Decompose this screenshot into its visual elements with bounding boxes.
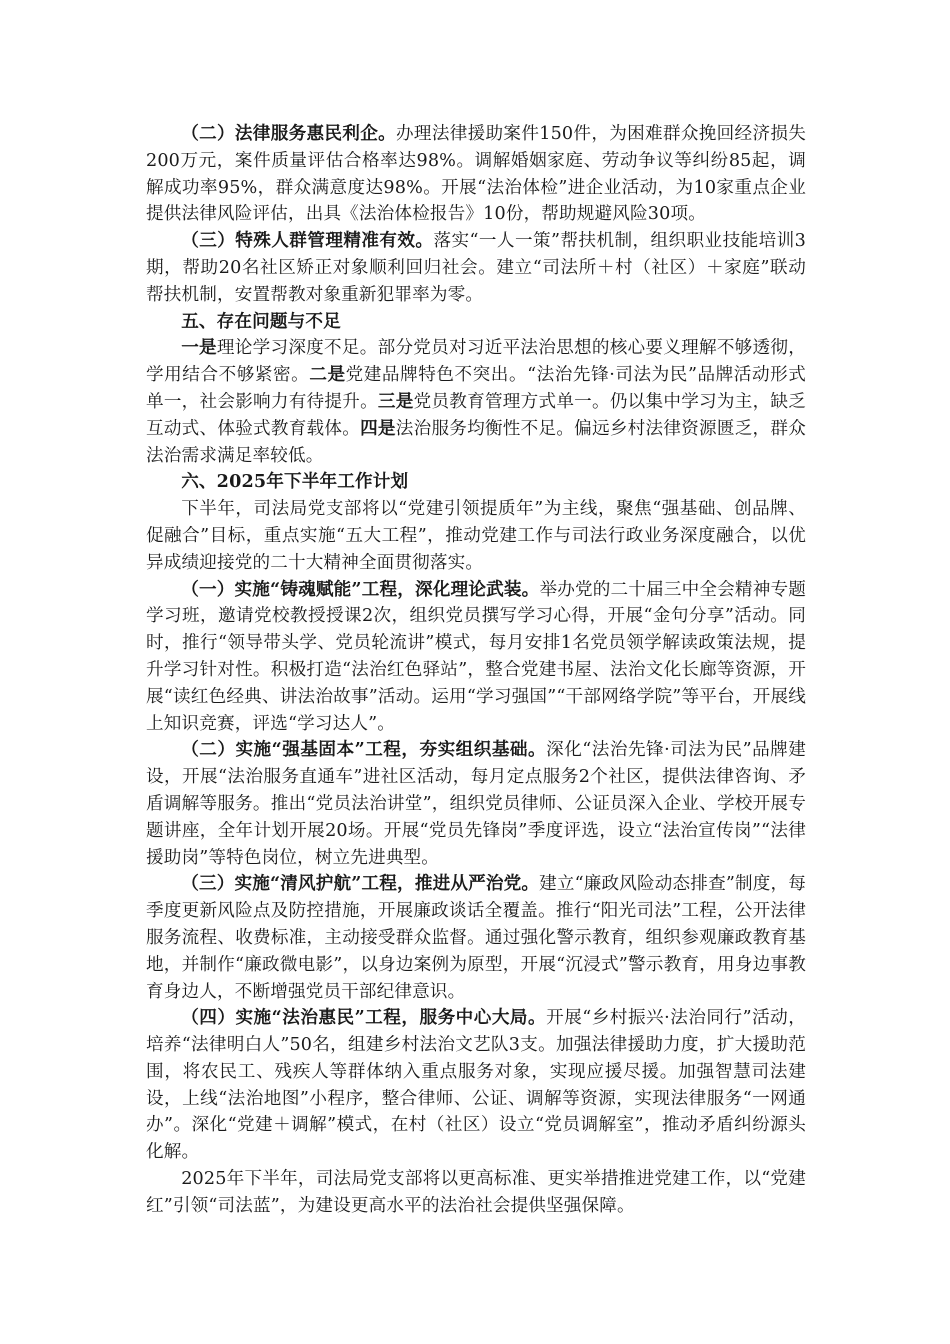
paragraph-special-groups bbox=[146, 228, 806, 308]
problem-text: 党员教育管理方式单一。仍以集中学习为主，缺乏互动式、体验式教育载体。 bbox=[146, 391, 806, 439]
section-heading-plan: 六、2025年下半年工作计划 bbox=[181, 471, 409, 493]
problem-lead: 二是 bbox=[309, 364, 346, 386]
problem-text: 理论学习深度不足。部分党员对习近平法治思想的核心要义理解不够透彻，学用结合不够紧密。 bbox=[146, 338, 806, 386]
problem-lead: 三是 bbox=[377, 390, 414, 412]
section-heading-problems: 五、存在问题与不足 bbox=[181, 310, 341, 332]
plan-item-text: 开展“乡村振兴·法治同行”活动，培养“法律明白人”50名，组建乡村法治文艺队3支。加强法律援助力度，扩大援助范围，将农民工、残疾人等群体纳入重点服务对象，实现应援尽援。加强智慧司法建设，上线“法治地图”小程序，整合律师、公证、调解等资源，实现法律服务“一网通办”。深化“党建＋调解”模式，在村（社区）设立“党员调解室”，推动矛盾纠纷源头化解。 bbox=[146, 1008, 806, 1163]
plan-item-lead: （二）实施“强基固本”工程，夯实组织基础。 bbox=[181, 739, 547, 761]
plan-item-text: 举办党的二十届三中全会精神专题学习班，邀请党校教授授课2次，组织党员撰写学习心得，开展“金句分享”活动。同时，推行“领导带头学、党员轮流讲”模式，每月安排1名党员领学解读政策法规，提升学习针对性。积极打造“法治红色驿站”，整合党建书屋、法治文化长廊等资源，开展“读红色经典、讲法治故事”活动。运用“学习强国”“干部网络学院”等平台，开展线上知识竞赛，评选“学习达人”。 bbox=[146, 579, 806, 734]
paragraph-plan-item-2 bbox=[146, 737, 806, 871]
paragraph-plan-item-4 bbox=[146, 1005, 806, 1166]
paragraph-plan-item-3 bbox=[146, 871, 806, 1005]
problem-text: 党建品牌特色不突出。“法治先锋·司法为民”品牌活动形式单一，社会影响力有待提升。 bbox=[146, 365, 806, 412]
plan-item-lead: （一）实施“铸魂赋能”工程，深化理论武装。 bbox=[181, 578, 540, 600]
plan-item-text: 建立“廉政风险动态排查”制度，每季度更新风险点及防控措施，开展廉政谈话全覆盖。推行“阳光司法”工程，公开法律服务流程、收费标准，主动接受群众监督。通过强化警示教育，组织参观廉政教育基地，并制作“廉政微电影”，以身边案例为原型，开展“沉浸式”警示教育，用身边事教育身边人，不断增强党员干部纪律意识。 bbox=[146, 874, 806, 1002]
paragraph-plan-item-1 bbox=[146, 577, 806, 738]
paragraph-closing: 2025年下半年，司法局党支部将以更高标准、更实举措推进党建工作，以“党建红”引领“司法蓝”，为建设更高水平的法治社会提供坚强保障。 bbox=[146, 1169, 806, 1216]
plan-item-lead: （三）实施“清风护航”工程，推进从严治党。 bbox=[181, 873, 540, 895]
plan-item-text: 深化“法治先锋·司法为民”品牌建设，开展“法治服务直通车”进社区活动，每月定点服务2个社区，提供法律咨询、矛盾调解等服务。推出“党员法治讲堂”，组织党员律师、公证员深入企业、学校开展专题讲座，全年计划开展20场。开展“党员先锋岗”季度评选，设立“法治宣传岗”“法律援助岗”等特色岗位，树立先进典型。 bbox=[146, 740, 806, 868]
paragraph-plan-intro: 下半年，司法局党支部将以“党建引领提质年”为主线，聚焦“强基础、创品牌、促融合”目标，重点实施“五大工程”，推动党建工作与司法行政业务深度融合，以优异成绩迎接党的二十大精神全面贯彻落实。 bbox=[146, 499, 806, 573]
paragraph-legal-services bbox=[146, 121, 806, 228]
plan-item-lead: （四）实施“法治惠民”工程，服务中心大局。 bbox=[181, 1007, 547, 1029]
document-body bbox=[146, 121, 806, 1220]
paragraph-lead: （三）特殊人群管理精准有效。 bbox=[181, 230, 434, 252]
paragraph-text: 办理法律援助案件150件，为困难群众挽回经济损失200万元，案件质量评估合格率达98%。调解婚姻家庭、劳动争议等纠纷85起，调解成功率95%，群众满意度达98%。开展“法治体检”进企业活动，为10家重点企业提供法律风险评估，出具《法治体检报告》10份，帮助规避风险30项。 bbox=[146, 124, 806, 225]
problem-lead: 四是 bbox=[360, 417, 396, 439]
paragraph-problems bbox=[146, 335, 806, 469]
paragraph-text: 落实“一人一策”帮扶机制，组织职业技能培训3期，帮助20名社区矫正对象顺利回归社会。建立“司法所＋村（社区）＋家庭”联动帮扶机制，安置帮教对象重新犯罪率为零。 bbox=[146, 231, 806, 305]
problem-text: 法治服务均衡性不足。偏远乡村法律资源匮乏，群众法治需求满足率较低。 bbox=[146, 418, 806, 466]
problem-lead: 一是 bbox=[181, 337, 217, 359]
paragraph-lead: （二）法律服务惠民利企。 bbox=[181, 123, 397, 144]
